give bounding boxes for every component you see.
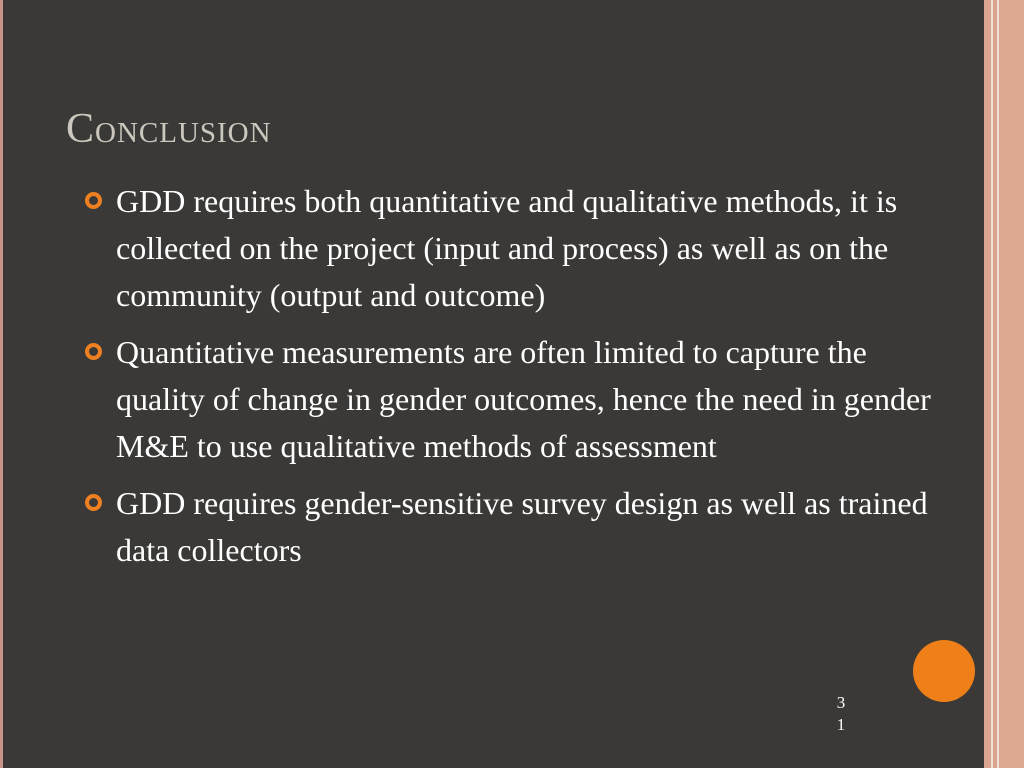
slide-title: Conclusion	[66, 106, 272, 152]
bullet-item	[84, 178, 944, 319]
bullet-item	[84, 329, 944, 470]
bullet-text: GDD requires both quantitative and qualitative methods, it is collected on the project (input and process) as well as on the community (output and outcome)	[116, 183, 898, 313]
page-number: 31	[836, 693, 846, 734]
ring-bullet-icon	[85, 343, 102, 360]
right-frame-stripe	[984, 0, 991, 768]
orange-circle-decoration	[913, 640, 975, 702]
right-frame-band	[999, 0, 1024, 768]
ring-bullet-icon	[85, 192, 102, 209]
left-edge-stripe	[0, 0, 3, 768]
bullet-text: GDD requires gender-sensitive survey design as well as trained data collectors	[116, 485, 928, 568]
ring-bullet-icon	[85, 494, 102, 511]
bullet-list	[84, 178, 944, 584]
bullet-text: Quantitative measurements are often limited to capture the quality of change in gender outcomes, hence the need in gender M&E to use qualitative methods of assessment	[116, 334, 931, 464]
bullet-item	[84, 480, 944, 574]
